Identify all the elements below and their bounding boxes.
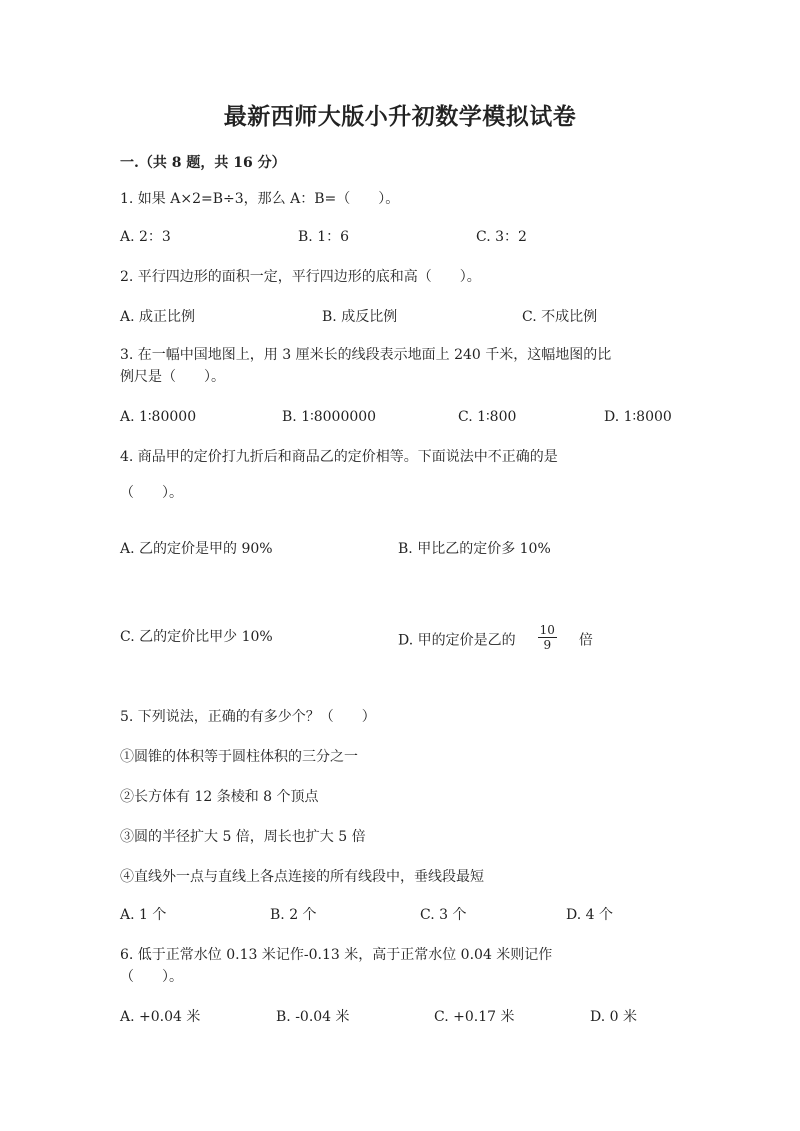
fraction-denominator: 9 [543, 638, 552, 652]
section-heading: 一.（共 8 题，共 16 分） [120, 155, 286, 171]
question-5-options [120, 904, 720, 926]
option-c: C. 1∶800 [458, 409, 517, 425]
question-6-options [120, 1006, 720, 1028]
question-5: 5. 下列说法，正确的有多少个？（ ） [120, 709, 376, 725]
option-b: B. 2 个 [270, 907, 317, 923]
option-d-suffix: 倍 [578, 632, 593, 649]
question-2: 2. 平行四边形的面积一定，平行四边形的底和高（ ）。 [120, 269, 481, 285]
question-1: 1. 如果 A×2=B÷3，那么 A：B=（ ）。 [120, 191, 400, 207]
option-c: C. 3：2 [476, 229, 527, 245]
question-4-options-row-1 [120, 538, 720, 560]
option-d-prefix: D. 甲的定价是乙的 [398, 632, 516, 649]
fraction [538, 623, 557, 652]
statement-2: ②长方体有 12 条棱和 8 个顶点 [120, 789, 319, 805]
question-6-line-2: （ ）。 [120, 969, 183, 985]
option-d: D. 4 个 [566, 907, 613, 923]
fraction-numerator: 10 [539, 623, 555, 637]
page-title: 最新西师大版小升初数学模拟试卷 [223, 103, 577, 130]
question-3-line-2: 例尺是（ ）。 [120, 369, 225, 385]
question-4-line-1: 4. 商品甲的定价打九折后和商品乙的定价相等。下面说法中不正确的是 [120, 449, 558, 465]
option-a: A. 成正比例 [120, 309, 196, 325]
question-3-line-1: 3. 在一幅中国地图上，用 3 厘米长的线段表示地面上 240 千米，这幅地图的比 [120, 347, 612, 363]
question-4-options-row-2 [120, 623, 720, 656]
question-3-options [120, 406, 720, 428]
option-c: C. +0.17 米 [434, 1009, 515, 1025]
option-a: A. +0.04 米 [120, 1009, 201, 1025]
statement-1: ①圆锥的体积等于圆柱体积的三分之一 [120, 749, 358, 765]
question-1-options [120, 226, 720, 248]
option-a: A. 1∶80000 [120, 409, 197, 425]
question-4-line-2: （ ）。 [120, 485, 183, 501]
option-a: A. 2：3 [120, 229, 171, 245]
option-b: B. 1：6 [298, 229, 350, 245]
option-d [398, 623, 593, 655]
statement-3: ③圆的半径扩大 5 倍，周长也扩大 5 倍 [120, 829, 366, 845]
question-6-line-1: 6. 低于正常水位 0.13 米记作-0.13 米，高于正常水位 0.04 米则记作 [120, 947, 553, 963]
question-2-options [120, 306, 720, 328]
option-d: D. 1∶8000 [604, 409, 672, 425]
option-c: C. 乙的定价比甲少 10% [120, 629, 273, 645]
option-c: C. 不成比例 [522, 309, 598, 325]
option-d: D. 0 米 [590, 1009, 637, 1025]
option-b: B. 成反比例 [322, 309, 398, 325]
option-a: A. 1 个 [120, 907, 167, 923]
option-c: C. 3 个 [420, 907, 467, 923]
option-b: B. 1∶8000000 [282, 409, 377, 425]
option-b: B. -0.04 米 [276, 1009, 350, 1025]
statement-4: ④直线外一点与直线上各点连接的所有线段中，垂线段最短 [120, 869, 484, 885]
option-b: B. 甲比乙的定价多 10% [398, 541, 551, 557]
option-a: A. 乙的定价是甲的 90% [120, 541, 273, 557]
